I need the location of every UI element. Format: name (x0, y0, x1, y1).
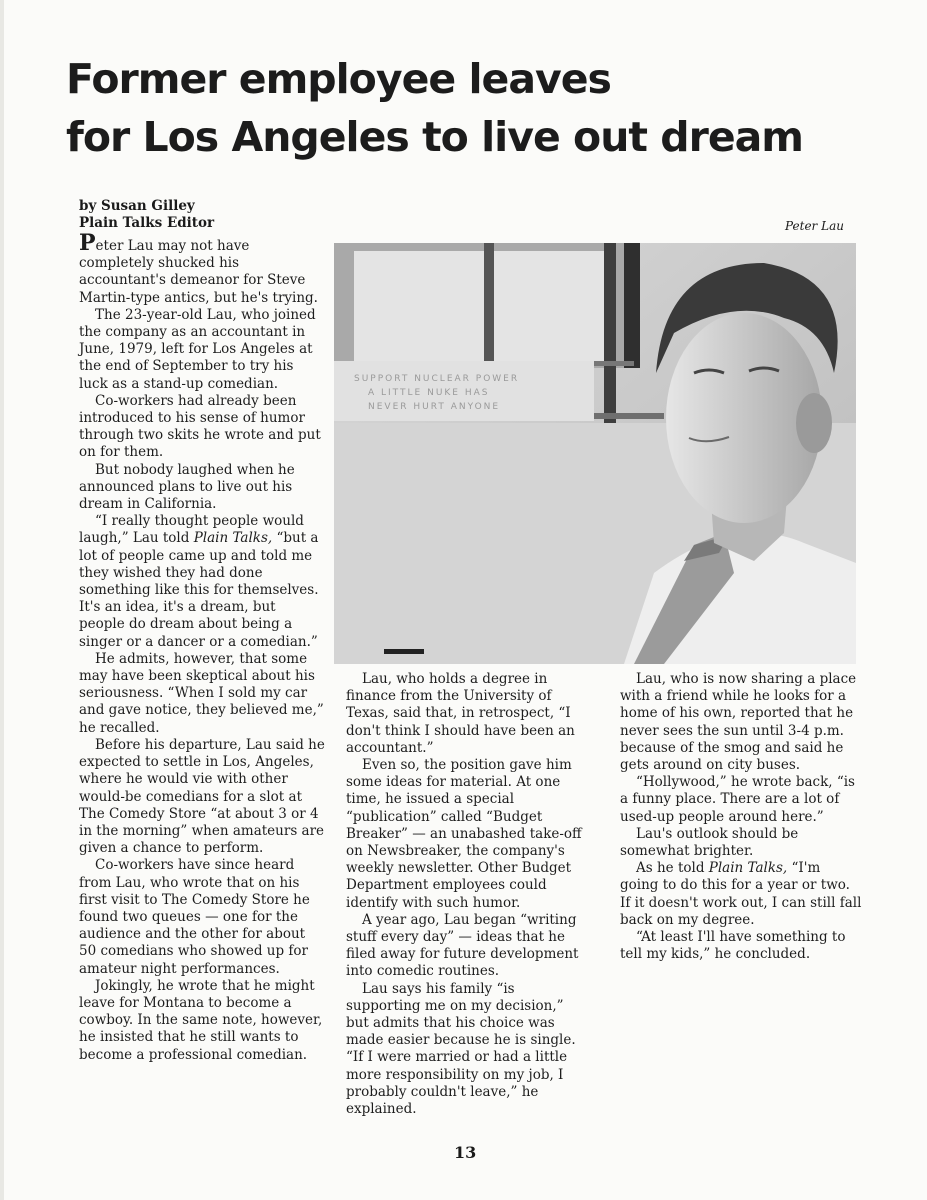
publication-name: Plain Talks, (708, 860, 788, 877)
paragraph: Lau, who is now sharing a place with a friend while he looks for a home of his own, reported that he never sees the sun until 3-4 p.m. because of the smog and said he gets around on city buses. (620, 671, 857, 774)
paragraph-text: eter Lau may not have completely shucked his accountant's demeanor for Steve Martin-type antics, but he's trying. (79, 238, 318, 306)
portrait-photo (334, 243, 856, 664)
paragraph-text: “I really thought people would laugh,” Lau told (79, 513, 304, 547)
paragraph: Lau says his family “is supporting me on my decision,” but admits that his choice was made easier because he is single. “If I were married or had a little more responsibility on my job, I probably couldn't leave,” he explained. (346, 980, 576, 1118)
headline-line-1: Former employee leaves (66, 55, 611, 103)
paragraph: The 23-year-old Lau, who joined the company as an accountant in June, 1979, left for Los Angeles at the end of September to try his luck as a stand-up comedian. (79, 306, 316, 392)
paragraph: He admits, however, that some may have been skeptical about his seriousness. “When I sold my car and gave notice, they believed me,” he recalled. (79, 650, 324, 736)
paragraph-text: As he told (636, 860, 709, 877)
byline (79, 198, 214, 232)
paragraph: “At least I'll have something to tell my kids,” he concluded. (620, 929, 846, 963)
paragraph: Jokingly, he wrote that he might leave for Montana to become a cowboy. In the same note, however, he insisted that he still wants to become a professional comedian. (79, 977, 323, 1063)
paragraph: A year ago, Lau began “writing stuff every day” — ideas that he filed away for future development into comedic routines. (346, 911, 579, 980)
paragraph: Even so, the position gave him some ideas for material. At one time, he issued a special “publication” called “Budget Breaker” — an unabashed take-off on Newsbreaker, the company's weekly newsletter. Other Budget Department employees could identify with such humor. (346, 757, 582, 911)
article-column-2 (346, 671, 586, 1118)
headline (66, 50, 906, 166)
byline-role: Plain Talks Editor (79, 215, 215, 231)
article-column-3 (620, 671, 862, 963)
headline-line-2: for Los Angeles to live out dream (66, 113, 804, 161)
byline-author: by Susan Gilley (79, 198, 195, 214)
paragraph: But nobody laughed when he announced plans to live out his dream in California. (79, 461, 295, 513)
paragraph: Before his departure, Lau said he expected to settle in Los, Angeles, where he would vie with other would-be comedians for a slot at The Comedy Store “at about 3 or 4 in the morning” when amateurs are given a chance to perform. (79, 736, 325, 857)
publication-name: Plain Talks, (193, 530, 273, 547)
paragraph (79, 230, 325, 307)
article-column-1 (79, 230, 325, 1064)
photo-caption: Peter Lau (785, 219, 844, 233)
paragraph: Co-workers had already been introduced to his sense of humor through two skits he wrote and put on for them. (79, 392, 321, 461)
paragraph-text: “I'm going to do this for a year or two. If it doesn't work out, I can still fall back on my degree. (620, 860, 862, 928)
page-number: 13 (454, 1143, 477, 1162)
poster-line-3: NEVER HURT ANYONE (368, 402, 501, 412)
paragraph: Lau, who holds a degree in finance from the University of Texas, said that, in retrospect, “I don't think I should have been an accountant.” (346, 671, 575, 756)
drop-cap: P (79, 230, 96, 256)
paragraph: Lau's outlook should be somewhat brighter. (620, 825, 799, 860)
paragraph (79, 513, 325, 651)
poster-line-2: A LITTLE NUKE HAS (368, 388, 490, 398)
paragraph: Co-workers have since heard from Lau, who wrote that on his first visit to The Comedy Store he found two queues — one for the audience and the other for about 50 comedians who showed up for amateur night performances. (79, 857, 310, 977)
paragraph-text: “but a lot of people came up and told me they wished they had done something like this for themselves. It's an idea, it's a dream, but people do dream about being a singer or a dancer or a comedian.” (79, 530, 319, 650)
paragraph: “Hollywood,” he wrote back, “is a funny place. There are a lot of used-up people around here.” (620, 774, 855, 825)
poster-line-1: SUPPORT NUCLEAR POWER (354, 374, 520, 384)
paragraph (620, 860, 862, 929)
page-fold-edge (0, 0, 4, 1200)
